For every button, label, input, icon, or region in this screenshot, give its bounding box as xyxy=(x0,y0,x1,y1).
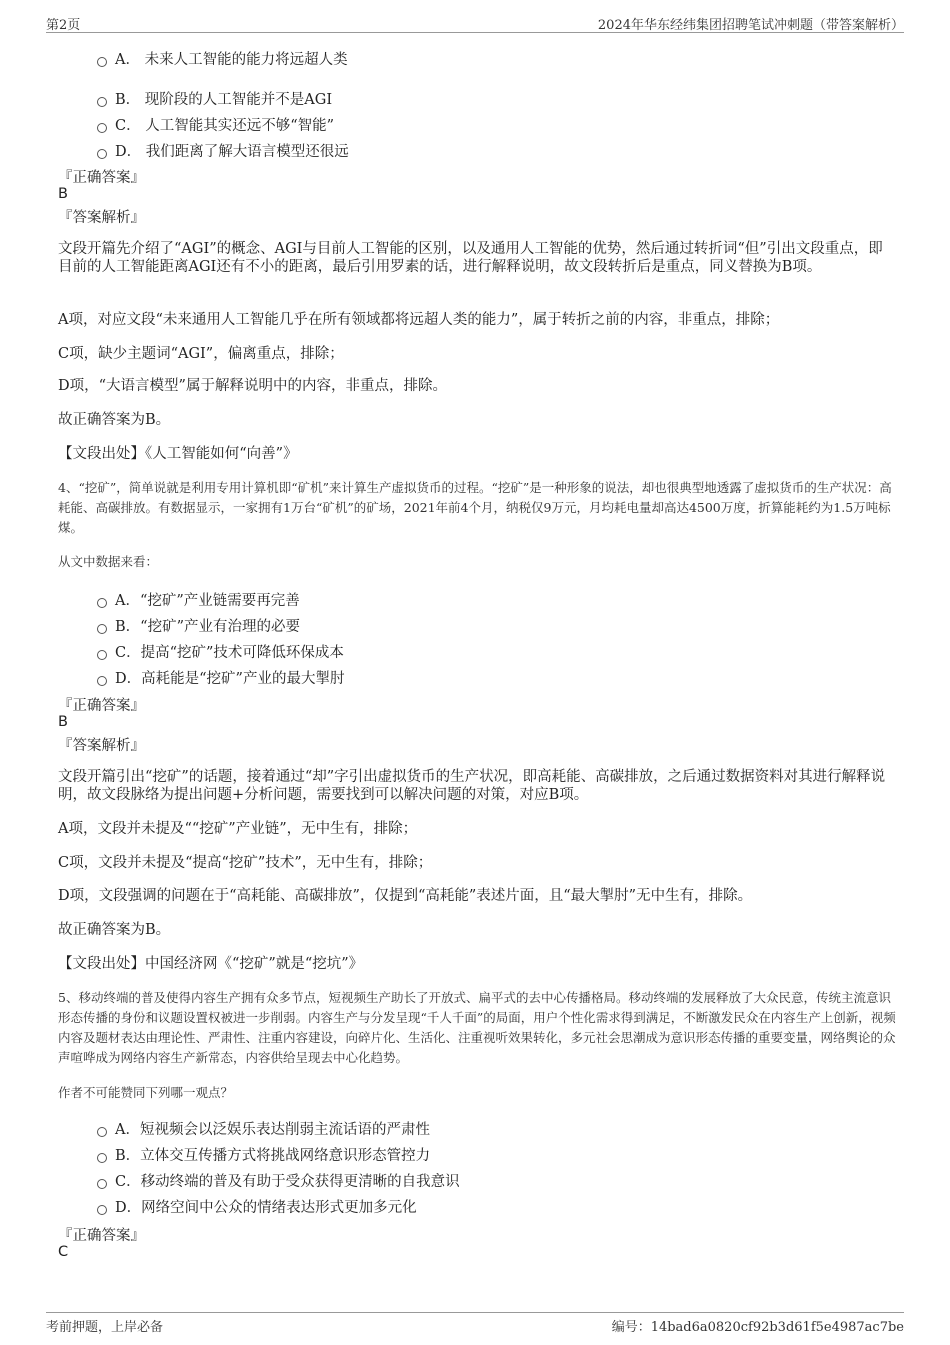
radio-icon[interactable] xyxy=(97,1127,107,1137)
q5-option-b[interactable]: B．立体交互传播方式将挑战网络意识形态管控力 xyxy=(97,1144,430,1165)
radio-icon[interactable] xyxy=(97,624,107,634)
radio-icon[interactable] xyxy=(97,123,107,133)
q5-option-c[interactable]: C．移动终端的普及有助于受众获得更清晰的自我意识 xyxy=(97,1170,460,1191)
analysis-label: 『答案解析』 xyxy=(58,738,145,754)
radio-icon[interactable] xyxy=(97,1205,107,1215)
radio-icon[interactable] xyxy=(97,149,107,159)
q4-option-b[interactable]: B．“挖矿”产业有治理的必要 xyxy=(97,615,300,636)
q5-answer: C xyxy=(58,1244,69,1260)
radio-icon[interactable] xyxy=(97,676,107,686)
q5-prompt: 作者不可能赞同下列哪一观点？ xyxy=(58,1085,234,1100)
q4-conclusion: 故正确答案为B。 xyxy=(58,922,171,938)
q3-option-c[interactable]: C． 人工智能其实还远不够“智能” xyxy=(97,114,334,135)
q3-source: 【文段出处】《人工智能如何“向善”》 xyxy=(58,446,298,462)
q3-option-d[interactable]: D． 我们距离了解大语言模型还很远 xyxy=(97,140,349,161)
q4-analysis-a: A项，文段并未提及““挖矿”产业链”，无中生有，排除； xyxy=(58,821,418,837)
q3-option-a[interactable]: A． 未来人工智能的能力将远超人类 xyxy=(97,48,348,69)
page-footer xyxy=(46,1312,904,1333)
q4-analysis-c: C项，文段并未提及“提高“挖矿”技术”，无中生有，排除； xyxy=(58,855,433,871)
q4-stem: 4、“挖矿”，简单说就是利用专用计算机即“矿机”来计算生产虚拟货币的过程。“挖矿”是一种形象的说法，却也很典型地透露了虚拟货币的生产状况：高耗能、高碳排放。有数据显示，一家拥有1万台“矿机”的矿场，2021年前4个月，纳税仅9万元，月均耗电量却高达4500万度，折算能耗约为1.5万吨标煤。 xyxy=(58,480,892,535)
q3-conclusion: 故正确答案为B。 xyxy=(58,412,171,428)
radio-icon[interactable] xyxy=(97,57,107,67)
q3-answer: B xyxy=(58,186,68,202)
correct-answer-label: 『正确答案』 xyxy=(58,698,145,714)
analysis-label: 『答案解析』 xyxy=(58,210,145,226)
page-number: 第2页 xyxy=(46,18,81,33)
q4-option-a[interactable]: A．“挖矿”产业链需要再完善 xyxy=(97,589,300,610)
radio-icon[interactable] xyxy=(97,97,107,107)
q4-analysis-main: 文段开篇引出“挖矿”的话题，接着通过“却”字引出虚拟货币的生产状况，即高耗能、高碳排放，之后通过数据资料对其进行解释说明，故文段脉络为提出问题+分析问题，需要找到可以解决问题的对策，对应B项。 xyxy=(58,769,886,803)
q4-answer: B xyxy=(58,714,68,730)
radio-icon[interactable] xyxy=(97,1179,107,1189)
q4-option-c[interactable]: C．提高“挖矿”技术可降低环保成本 xyxy=(97,641,344,662)
correct-answer-label: 『正确答案』 xyxy=(58,1228,145,1244)
q4-source: 【文段出处】中国经济网《“挖矿”就是“挖坑”》 xyxy=(58,956,364,972)
q3-analysis-c: C项，缺少主题词“AGI”，偏离重点，排除； xyxy=(58,346,344,362)
document-title: 2024年华东经纬集团招聘笔试冲刺题（带答案解析） xyxy=(597,18,904,33)
q5-stem: 5、移动终端的普及使得内容生产拥有众多节点，短视频生产助长了开放式、扁平式的去中心传播格局。移动终端的发展释放了大众民意，传统主流意识形态传播的身份和议题设置权被进一步削弱。内容生产与分发呈现“千人千面”的局面，用户个性化需求得到满足，不断激发民众在内容生产上创新，视频内容及题材表达由理论性、严肃性、注重内容建设，向碎片化、生活化、注重视听效果转化，多元社会思潮成为意识形态传播的重要变量，网络舆论的众声喧哗成为网络内容生产新常态，内容供给呈现去中心化趋势。 xyxy=(58,990,896,1065)
q4-option-d[interactable]: D．高耗能是“挖矿”产业的最大掣肘 xyxy=(97,667,344,688)
q4-analysis-d: D项，文段强调的问题在于“高耗能、高碳排放”，仅提到“高耗能”表述片面，且“最大掣肘”无中生有，排除。 xyxy=(58,888,753,904)
q3-analysis-a: A项，对应文段“未来通用人工智能几乎在所有领域都将远超人类的能力”，属于转折之前的内容，非重点，排除； xyxy=(58,312,780,328)
q3-option-b[interactable]: B． 现阶段的人工智能并不是AGI xyxy=(97,88,332,109)
correct-answer-label: 『正确答案』 xyxy=(58,170,145,186)
document-id: 编号：14bad6a0820cf92b3d61f5e4987ac7be xyxy=(611,1320,904,1335)
q5-option-a[interactable]: A．短视频会以泛娱乐表达削弱主流话语的严肃性 xyxy=(97,1118,430,1139)
q3-analysis-d: D项，“大语言模型”属于解释说明中的内容，非重点，排除。 xyxy=(58,378,447,394)
q5-option-d[interactable]: D．网络空间中公众的情绪表达形式更加多元化 xyxy=(97,1196,417,1217)
q4-prompt: 从文中数据来看： xyxy=(58,554,159,569)
radio-icon[interactable] xyxy=(97,1153,107,1163)
page-header xyxy=(46,14,904,33)
q3-analysis-main: 文段开篇先介绍了“AGI”的概念、AGI与目前人工智能的区别，以及通用人工智能的优势，然后通过转折词“但”引出文段重点，即目前的人工智能距离AGI还有不小的距离，最后引用罗素的话，进行解释说明，故文段转折后是重点，同义替换为B项。 xyxy=(58,241,883,275)
radio-icon[interactable] xyxy=(97,598,107,608)
radio-icon[interactable] xyxy=(97,650,107,660)
footer-slogan: 考前押题，上岸必备 xyxy=(46,1320,164,1335)
